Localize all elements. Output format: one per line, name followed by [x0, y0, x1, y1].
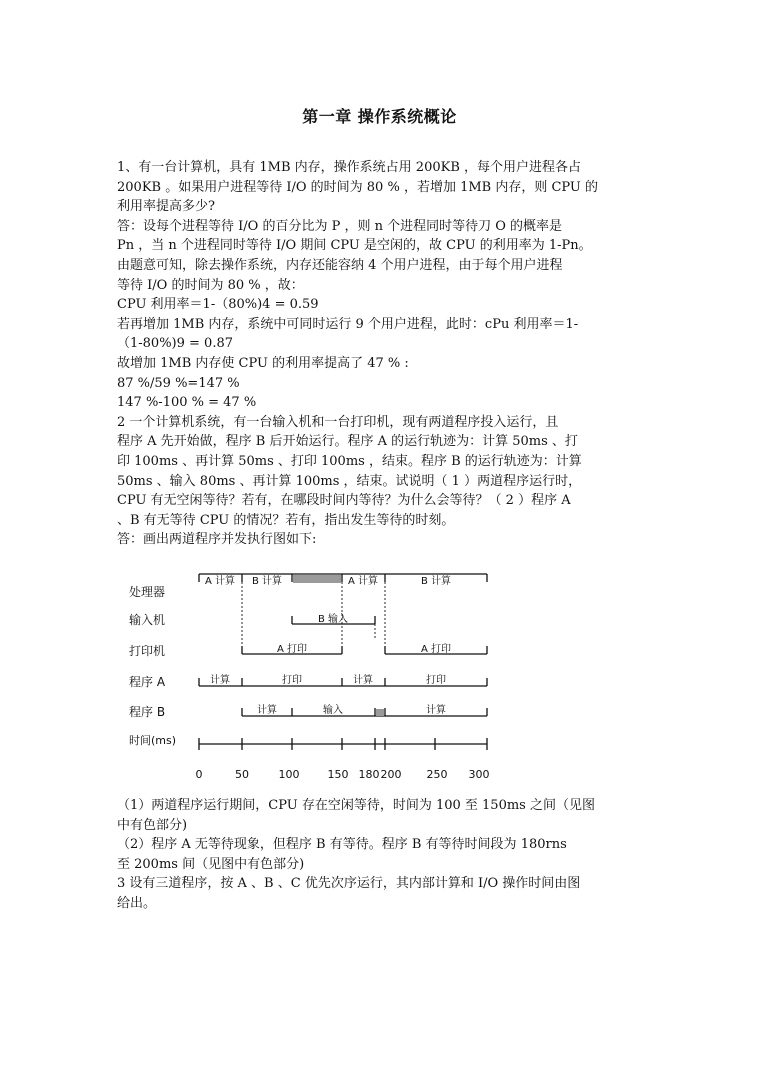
- time-tick-label: 50: [235, 768, 249, 781]
- segment-compute: 计算: [426, 705, 446, 716]
- segment-input: 输入: [323, 705, 343, 716]
- time-tick-label: 300: [468, 768, 490, 781]
- text-line: CPU 利用率＝1-（80%)4 = 0.59: [117, 297, 319, 313]
- text-line: 若再增加 1MB 内存，系统中可同时运行 9 个用户进程，此时：cPu 利用率＝1-: [117, 316, 579, 332]
- answer-text: [117, 796, 647, 914]
- text-line: 答：设每个进程等待 I/O 的百分比为 P ，则 n 个进程同时等待刀 O 的概率是: [117, 218, 563, 234]
- text-line: 故增加 1MB 内存使 CPU 的利用率提高了 47 % :: [117, 355, 409, 371]
- body-text: [117, 158, 647, 550]
- text-line: CPU 有无空闲等待？若有，在哪段时间内等待？为什么会等待？（ 2 ）程序 A: [117, 493, 571, 509]
- time-tick-label: 100: [278, 768, 300, 781]
- text-line: （2）程序 A 无等待现象，但程序 B 有等待。程序 B 有等待时间段为 180rns: [117, 837, 567, 853]
- text-line: （1）两道程序运行期间，CPU 存在空闲等待，时间为 100 至 150ms 之间（见图: [117, 798, 595, 813]
- segment-a-print: A 打印: [276, 644, 308, 655]
- segment-b-compute: B 计算: [420, 576, 452, 587]
- text-line: 50ms 、输入 80ms 、再计算 100ms ，结束。试说明（ 1 ）两道程序运行时，: [117, 473, 582, 489]
- execution-timeline-diagram: [117, 566, 497, 788]
- text-line: 200KB 。如果用户进程等待 I/O 的时间为 80 % ，若增加 1MB 内存，则 CPU 的: [117, 179, 599, 195]
- time-tick-label: 250: [426, 768, 448, 781]
- text-line: 1、有一台计算机，具有 1MB 内存，操作系统占用 200KB ，每个用户进程各占: [117, 160, 582, 175]
- program-b-wait-shade: [376, 709, 384, 716]
- text-line: 至 200ms 间（见图中有色部分): [117, 856, 305, 872]
- row-label-input: 输入机: [129, 613, 166, 627]
- segment-b-input: B 输入: [317, 614, 349, 625]
- time-tick-label: 150: [327, 768, 349, 781]
- segment-compute: 计算: [353, 675, 373, 686]
- time-tick-label: 180: [358, 768, 380, 781]
- row-label-program-b: 程序 B: [129, 705, 166, 719]
- text-line: 利用率提高多少?: [117, 199, 215, 215]
- text-line: 由题意可知，除去操作系统，内存还能容纳 4 个用户进程，由于每个用户进程: [117, 257, 563, 273]
- row-label-printer: 打印机: [129, 644, 166, 658]
- text-line: （1-80%)9 = 0.87: [117, 336, 234, 352]
- cpu-idle-shade: [293, 575, 341, 583]
- segment-a-compute: A 计算: [204, 576, 236, 587]
- text-line: Pn ，当 n 个进程同时等待 I/O 期间 CPU 是空闲的，故 CPU 的利用率为 1-Pn。: [117, 238, 592, 254]
- segment-print: 打印: [426, 675, 446, 686]
- text-line: 、B 有无等待 CPU 的情况？若有，指出发生等待的时刻。: [117, 512, 455, 528]
- segment-a-compute: A 计算: [347, 576, 379, 587]
- row-label-program-a: 程序 A: [129, 675, 166, 689]
- text-line: 程序 A 先开始做，程序 B 后开始运行。程序 A 的运行轨迹为：计算 50ms 、打: [117, 434, 578, 450]
- page-title: 第一章 操作系统概论: [302, 107, 457, 126]
- time-tick-label: 200: [380, 768, 402, 781]
- row-label-processor: 处理器: [129, 585, 166, 599]
- segment-print: 打印: [282, 675, 302, 686]
- text-line: 87 %/59 %=147 %: [117, 375, 240, 391]
- row-label-time: 时间(ms): [129, 734, 177, 747]
- segment-b-compute: B 计算: [251, 576, 283, 587]
- text-line: 答：画出两道程序并发执行图如下:: [117, 532, 317, 548]
- text-line: 3 设有三道程序，按 A 、B 、C 优先次序运行，其内部计算和 I/O 操作时间由图: [117, 876, 581, 892]
- segment-compute: 计算: [210, 675, 230, 686]
- text-line: 等待 I/O 的时间为 80 % ，故：: [117, 277, 304, 293]
- text-line: 147 %-100 % = 47 %: [117, 395, 257, 411]
- text-line: 给出。: [117, 895, 157, 911]
- segment-a-print: A 打印: [420, 644, 452, 655]
- segment-compute: 计算: [257, 705, 277, 716]
- text-line: 2 一个计算机系统，有一台输入机和一台打印机，现有两道程序投入运行，且: [117, 414, 559, 430]
- text-line: 印 100ms 、再计算 50ms 、打印 100ms ，结束。程序 B 的运行轨迹为：计算: [117, 453, 582, 469]
- time-tick-label: 0: [195, 768, 203, 781]
- text-line: 中有色部分): [117, 817, 188, 833]
